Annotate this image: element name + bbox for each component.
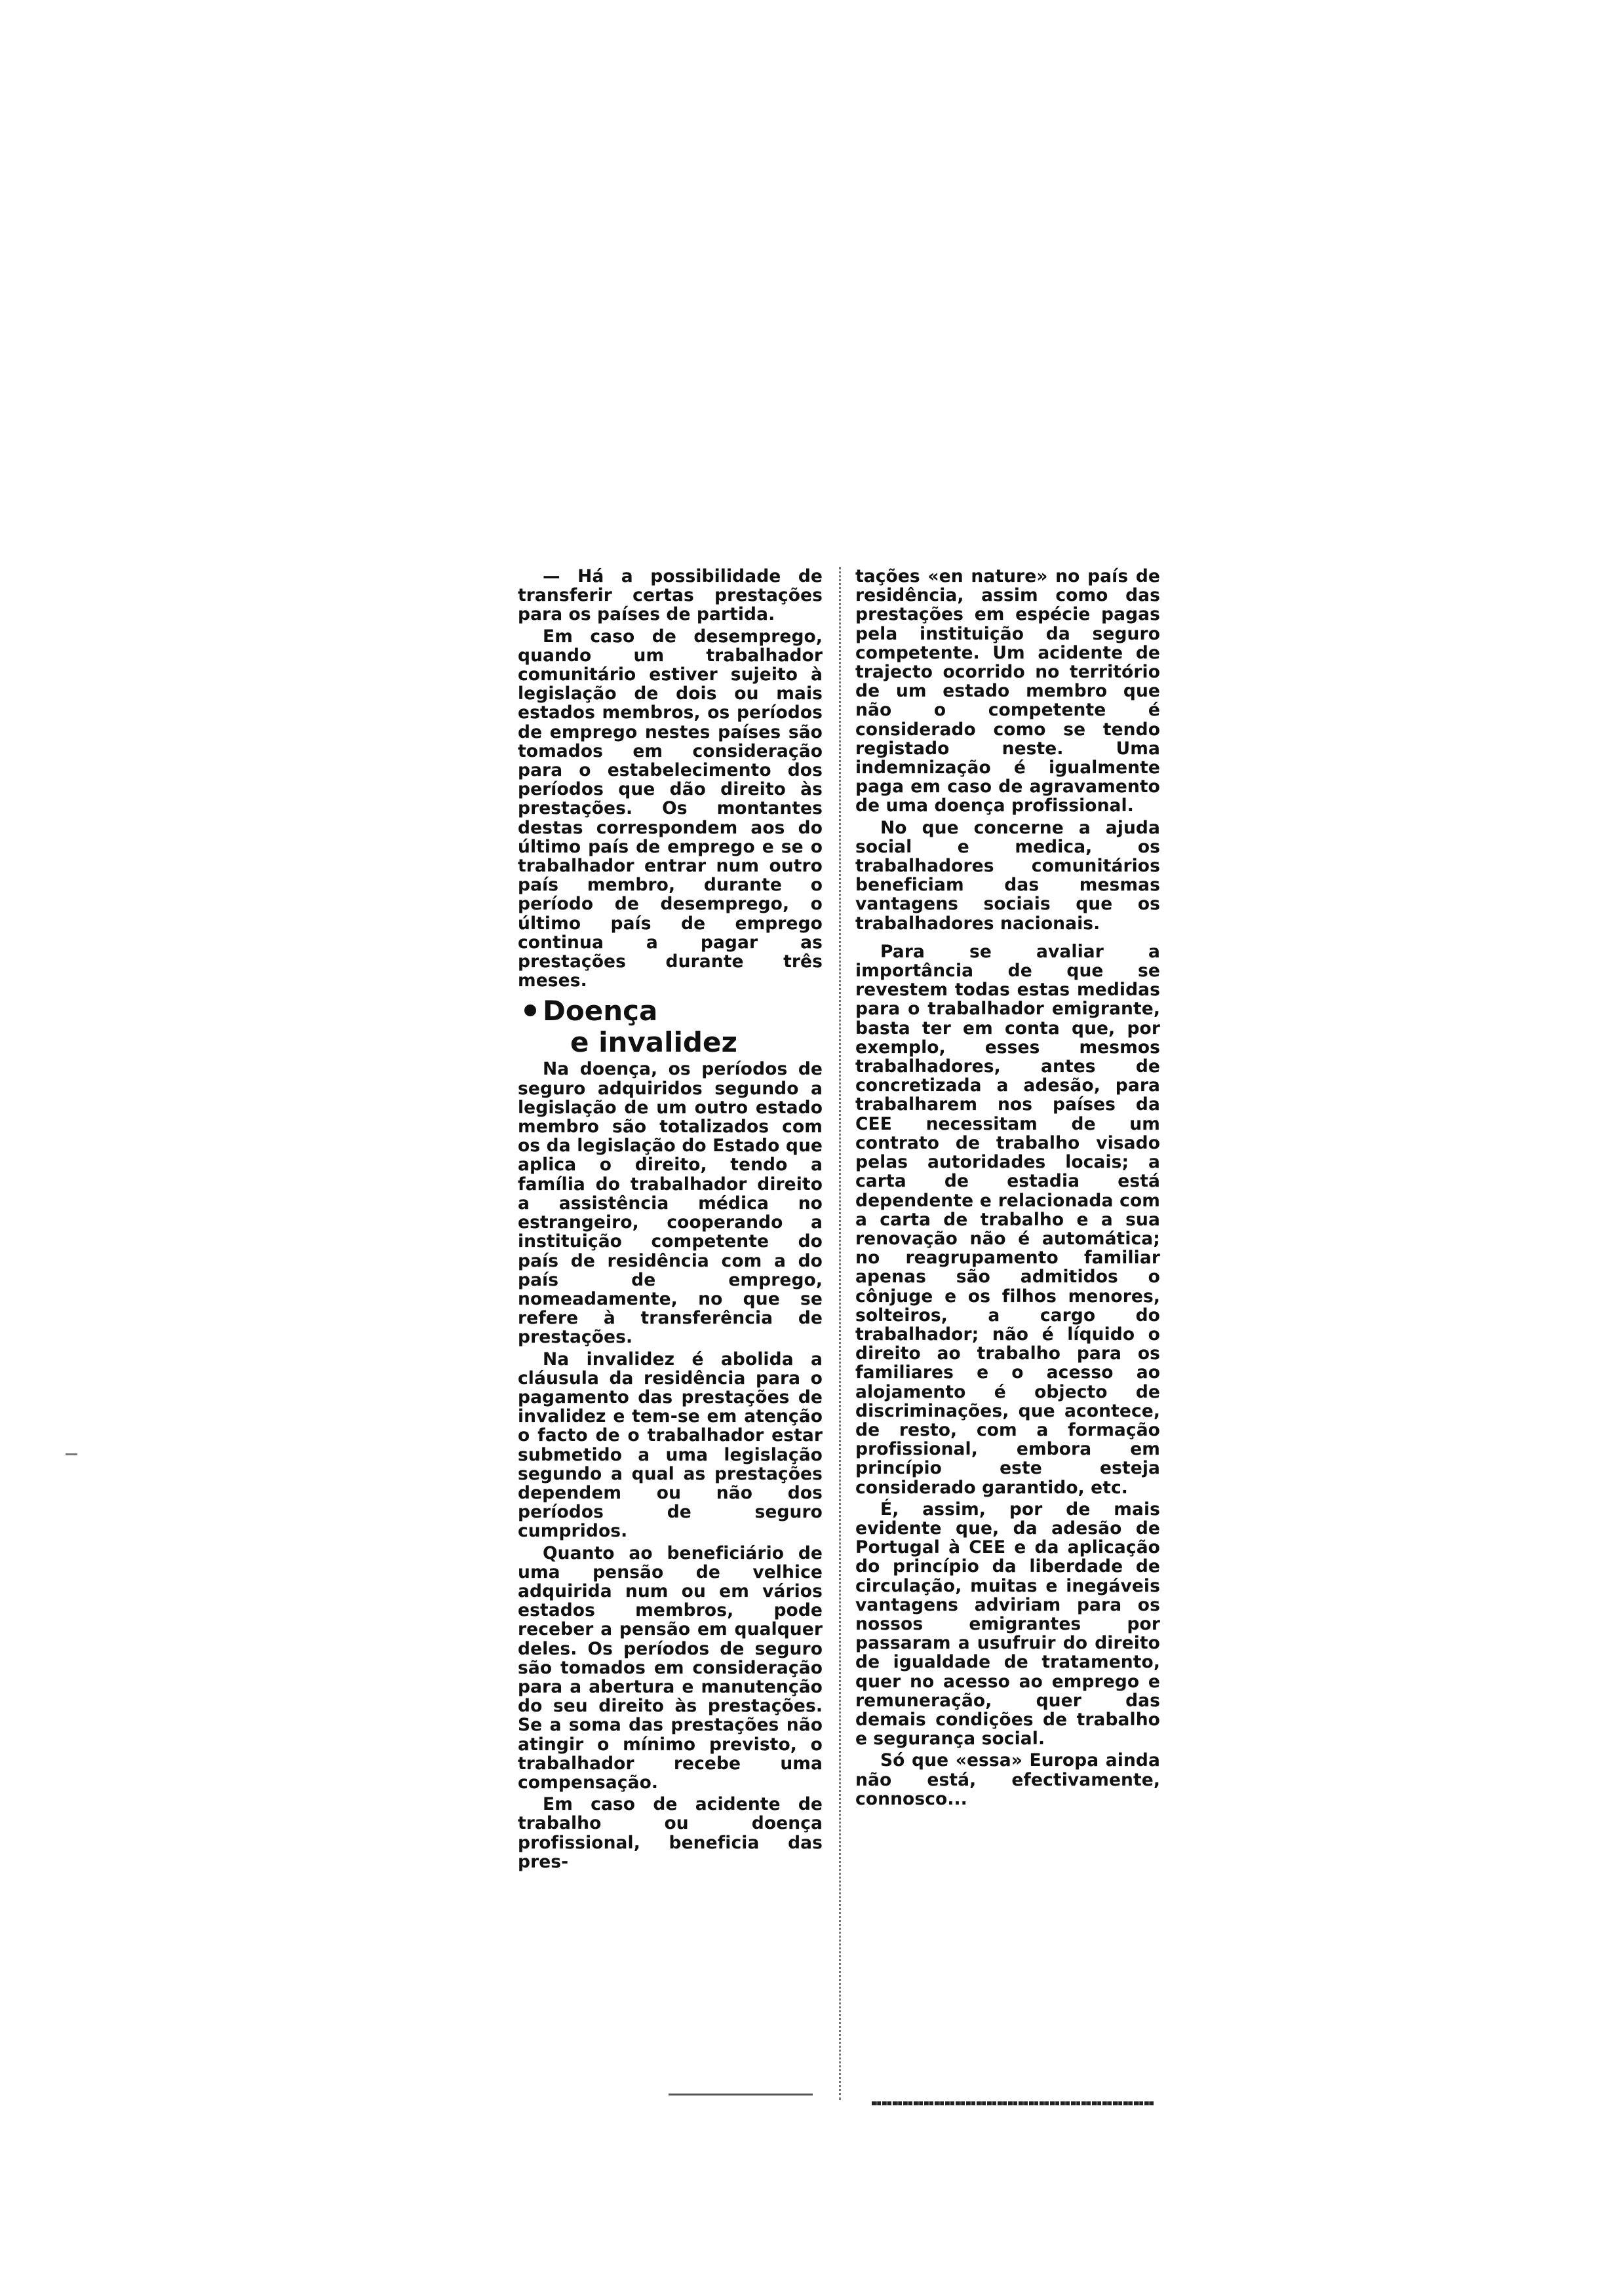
- left-bottom-rule: [669, 2094, 813, 2095]
- paragraph-closing: Só que «essa» Europa ainda não está, efectivamente, connosco...: [855, 1750, 1160, 1809]
- paragraph-transfer: — Há a possibilidade de transferir certas prestações para os países de partida.: [518, 566, 823, 625]
- paragraph-benefits-in-kind: tações «en nature» no país de residência, assim como das prestações em espécie pagas pela instituição da seguro competente. Um acidente de trajecto ocorrido no território de um estado membro que não o competente é considerado como se tendo registado neste. Uma indemnização é igualmente paga em caso de agravamento de uma doença profissional.: [855, 566, 1160, 816]
- column-divider: [839, 567, 841, 2100]
- bullet-icon: [524, 1004, 536, 1016]
- heading-line-1: Doença: [543, 995, 658, 1027]
- paragraph-illness: Na doença, os períodos de seguro adquiridos segundo a legislação de um outro estado membro são totalizados com os da legislação do Estado que aplica o direito, tendo a família do trabalhador direito a assistência médica no estrangeiro, cooperando a instituição competente do país de residência com a do país de emprego, nomeadamente, no que se refere à transferência de prestações.: [518, 1059, 823, 1348]
- paragraph-advantages: É, assim, por de mais evidente que, da adesão de Portugal à CEE e da aplicação do princípio da liberdade de circulação, muitas e inegáveis vantagens adviriam para os nossos emigrantes por passaram a usufruir do direito de igualdade de tratamento, quer no acesso ao emprego e remuneração, quer das demais condições de trabalho e segurança social.: [855, 1499, 1160, 1750]
- right-column: [855, 567, 1160, 1811]
- paragraph-accident: Em caso de acidente de trabalho ou doença profissional, beneficia das pres-: [518, 1794, 823, 1872]
- right-bottom-rule: [872, 2101, 1154, 2105]
- scan-mark: [66, 1453, 77, 1455]
- section-heading-illness: [518, 995, 823, 1058]
- newspaper-clipping: [518, 567, 1160, 2116]
- paragraph-importance: Para se avaliar a importância de que se revestem todas estas medidas para o trabalhador emigrante, basta ter em conta que, por exemplo, esses mesmos trabalhadores, antes de concretizada a adesão, para trabalharem nos países da CEE necessitam de um contrato de trabalho visado pelas autoridades locais; a carta de estadia está dependente e relacionada com a carta de trabalho e a sua renovação não é automática; no reagrupamento familiar apenas são admitidos o cônjuge e os filhos menores, solteiros, a cargo do trabalhador; não é líquido o direito ao trabalho para os familiares e o acesso ao alojamento é objecto de discriminações, que acontece, de resto, com a formação profissional, embora em princípio este esteja considerado garantido, etc.: [855, 941, 1160, 1498]
- paragraph-social-aid: No que concerne a ajuda social e medica, os trabalhadores comunitários beneficiam das mesmas vantagens sociais que os trabalhadores nacionais.: [855, 817, 1160, 934]
- heading-line-2: e invalidez: [570, 1026, 737, 1059]
- paragraph-pension: Quanto ao beneficiário de uma pensão de velhice adquirida num ou em vários estados membros, pode receber a pensão em qualquer deles. Os períodos de seguro são tomados em consideração para a abertura e manutenção do seu direito às prestações. Se a soma das prestações não atingir o mínimo previsto, o trabalhador recebe uma compensação.: [518, 1542, 823, 1793]
- paragraph-unemployment: Em caso de desemprego, quando um trabalhador comunitário estiver sujeito à legislação de dois ou mais estados membros, os períodos de emprego nestes países são tomados em consideração para o estabelecimento dos períodos que dão direito às prestações. Os montantes destas correspondem aos do último país de emprego e se o trabalhador entrar num outro país membro, durante o período de desemprego, o último país de emprego continua a pagar as prestações durante três meses.: [518, 626, 823, 991]
- paragraph-invalidity: Na invalidez é abolida a cláusula da residência para o pagamento das prestações de invalidez e tem-se em atenção o facto de o trabalhador estar submetido a uma legislação segundo a qual as prestações dependem ou não dos períodos de seguro cumpridos.: [518, 1349, 823, 1542]
- left-column: [518, 567, 823, 1874]
